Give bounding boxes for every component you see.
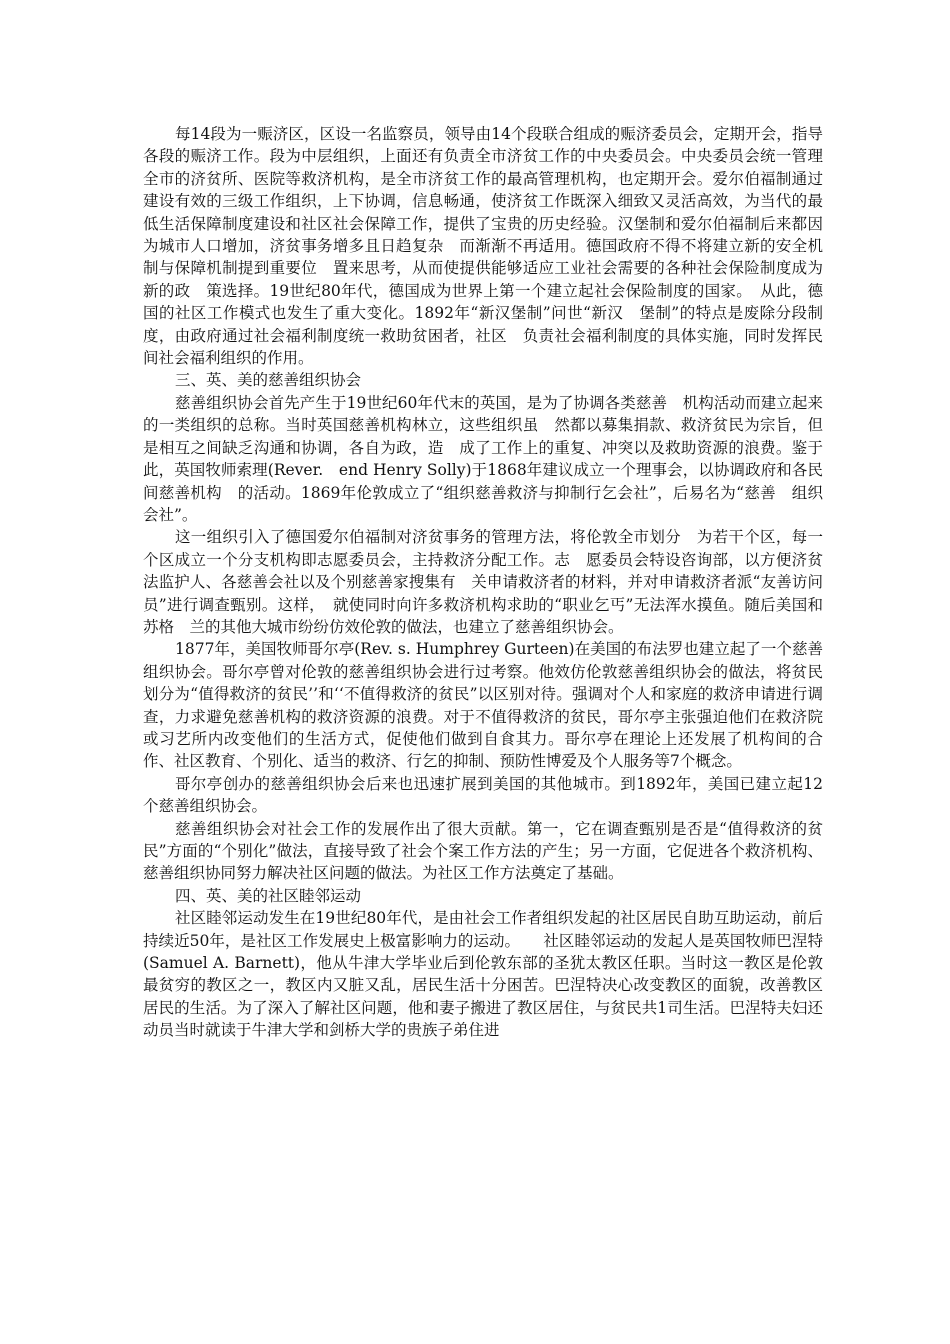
paragraph-gurteen: 1877年，美国牧师哥尔亭(Rev. s. Humphrey Gurteen)在美国的布法罗也建立起了一个慈善组织协会。哥尔亭曾对伦敦的慈善组织协会进行过考察。他效仿伦敦慈善组织协会的做法，将贫民划分为“值得救济的贫民’’和‘‘不值得救济的贫民”以区别对待。强调对个人和家庭的救济申请进行调查，力求避免慈善机构的救济资源的浪费。对于不值得救济的贫民，哥尔亭主张强迫他们在救济院或习艺所内改变他们的生活方式，促使他们做到自食其力。哥尔亭在理论上还发展了机构间的合作、社区教育、个别化、适当的救济、行乞的抑制、预防性博爱及个人服务等7个概念。 xyxy=(143,640,823,771)
section-heading-settlement-movement: 四、英、美的社区睦邻运动 xyxy=(175,886,362,905)
section-heading-charity-organization: 三、英、美的慈善组织协会 xyxy=(175,371,362,390)
document-body xyxy=(143,123,823,1042)
paragraph-cos-expansion: 哥尔亭创办的慈善组织协会后来也迅速扩展到美国的其他城市。到1892年，美国已建立起12个慈善组织协会。 xyxy=(143,774,823,816)
paragraph-cos-method: 这一组织引入了德国爱尔伯福制对济贫事务的管理方法，将伦敦全市划分 为若干个区，每一个区成立一个分支机构即志愿委员会，主持救济分配工作。志 愿委员会特设咨询部，以方便济贫法监护人、各慈善会社以及个别慈善家搜集有 关申请救济者的材料，并对申请救济者派“友善访问员”进行调查甄别。这样， 就使同时向许多救济机构求助的“职业乞丐”无法浑水摸鱼。随后美国和苏格 兰的其他大城市纷纷仿效伦敦的做法，也建立了慈善组织协会。 xyxy=(143,528,823,636)
paragraph-cos-contribution: 慈善组织协会对社会工作的发展作出了很大贡献。第一，它在调查甄别是否是“值得救济的贫民”方面的“个别化”做法，直接导致了社会个案工作方法的产生；另一方面，它促进各个救济机构、慈善组织协同努力解决社区问题的做法。为社区工作方法奠定了基础。 xyxy=(143,819,823,883)
paragraph-settlement-movement: 社区睦邻运动发生在19世纪80年代，是由社会工作者组织发起的社区居民自助互助运动，前后持续近50年，是社区工作发展史上极富影响力的运动。 社区睦邻运动的发起人是英国牧师巴涅特(Samuel A. Barnett)，他从牛津大学毕业后到伦敦东部的圣犹太教区任职。当时这一教区是伦敦最贫穷的教区之一，教区内又脏又乱，居民生活十分困苦。巴涅特决心改变教区的面貌，改善教区居民的生活。为了深入了解社区问题，他和妻子搬进了教区居住，与贫民共1司生活。巴涅特夫妇还动员当时就读于牛津大学和剑桥大学的贵族子弟住进 xyxy=(143,909,823,1040)
paragraph-elberfeld-system: 每14段为一赈济区，区设一名监察员，领导由14个段联合组成的赈济委员会，定期开会，指导各段的赈济工作。段为中层组织，上面还有负责全市济贫工作的中央委员会。中央委员会统一管理全市的济贫所、医院等救济机构，是全市济贫工作的最高管理机构，也定期开会。爱尔伯福制通过建设有效的三级工作组织，上下协调，信息畅通，使济贫工作既深入细致又灵活高效，为当代的最低生活保障制度建设和社区社会保障工作，提供了宝贵的历史经验。汉堡制和爱尔伯福制后来都因为城市人口增加，济贫事务增多且日趋复杂 而渐渐不再适用。德国政府不得不将建立新的安全机制与保障机制提到重要位 置来思考，从而使提供能够适应工业社会需要的各种社会保险制度成为新的政 策选择。19世纪80年代，德国成为世界上第一个建立起社会保险制度的国家。 从此，德国的社区工作模式也发生了重大变化。1892年“新汉堡制”问世“新汉 堡制”的特点是废除分段制度，由政府通过社会福利制度统一救助贫困者，社区 负责社会福利制度的具体实施，同时发挥民间社会福利组织的作用。 xyxy=(143,125,823,368)
paragraph-cos-origin: 慈善组织协会首先产生于19世纪60年代末的英国，是为了协调各类慈善 机构活动而建立起来的一类组织的总称。当时英国慈善机构林立，这些组织虽 然都以募集捐款、救济贫民为宗旨，但是相互之间缺乏沟通和协调，各自为政，造 成了工作上的重复、冲突以及救助资源的浪费。鉴于此，英国牧师索理(Rever. end Henry Solly)于1868年建议成立一个理事会，以协调政府和各民间慈善机构 的活动。1869年伦敦成立了“组织慈善救济与抑制行乞会社”，后易名为“慈善 组织会社”。 xyxy=(143,393,823,524)
